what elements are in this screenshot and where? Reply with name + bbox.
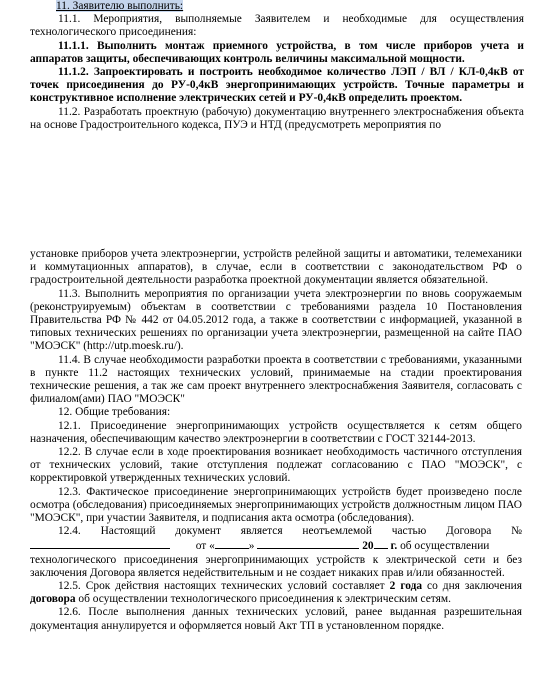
- year-suffix: г.: [390, 540, 398, 553]
- paragraph-12-4-line2: [30, 538, 522, 553]
- validity-period: 2 года: [389, 580, 423, 593]
- year-prefix: 20: [362, 540, 374, 553]
- paragraph-12-4-line1: [30, 525, 522, 538]
- validity-text-c: со дня заключения: [422, 580, 522, 593]
- section-heading: [30, 0, 524, 13]
- section-heading-text: 11. Заявителю выполнить:: [56, 0, 184, 12]
- contract-subject-start: об осуществлении: [400, 540, 490, 553]
- paragraph-11-2-continued: установке приборов учета электроэнергии, устройств релейной защиты и автоматики, телемеханики и коммутационных аппаратов), в случае, если в соответствии с законодательством РФ о градостроительной деятельности разработка проектной документации является обязательной.: [30, 248, 522, 287]
- paragraph-12: 12. Общие требования:: [58, 406, 171, 419]
- paragraph-11-1: 11.1. Мероприятия, выполняемые Заявителем и необходимые для осуществления технологического присоединения:: [30, 13, 524, 39]
- paragraph-12-5: [30, 580, 522, 606]
- contract-reference-text: 12.4. Настоящий документ является неотъемлемой частью Договора №: [58, 525, 522, 538]
- paragraph-12-1: 12.1. Присоединение энергопринимающих устройств осуществляется к сетям общего назначения, обеспечивающим качество электроэнергии в соответствии с ГОСТ 32144-2013.: [30, 419, 522, 445]
- day-blank[interactable]: [215, 538, 249, 549]
- validity-text-a: 12.5. Срок действия настоящих технических условий составляет: [58, 580, 390, 593]
- contract-number-blank[interactable]: [30, 538, 170, 549]
- paragraph-11-1-1: 11.1.1. Выполнить монтаж приемного устройства, в том числе приборов учета и аппаратов защиты, обеспечивающих контроль величины максимальной мощности.: [30, 39, 524, 65]
- paragraph-12-6: 12.6. После выполнения данных технических условий, ранее выданная разрешительная документация аннулируется и оформляется новый Акт ТП в установленном порядке.: [30, 606, 522, 632]
- date-from-label: от «: [195, 540, 215, 553]
- paragraph-11-3: 11.3. Выполнить мероприятия по организации учета электроэнергии по вновь сооружаемым (реконструируемым) объектам в соответствии с требованиями раздела 10 Постановления Правительства РФ № 442 от 04.05.2012 года, а также в соответствии с информацией, указанной в типовых технических решениях по организации учета электроэнергии, размещенной на сайте ПАО "МОЭСК" (http://utp.moesk.ru/).: [30, 287, 522, 353]
- month-blank[interactable]: [257, 538, 359, 549]
- validity-contract-word: договора: [30, 593, 76, 606]
- paragraph-12-4-rest: технологического присоединения энергопринимающих устройств к электрической сети и без заключения Договора является недействительным и не создает никаких прав и/или обязанностей.: [30, 553, 522, 579]
- paragraph-11-1-2: 11.1.2. Запроектировать и построить необходимое количество ЛЭП / ВЛ / КЛ-0,4кВ от точек присоединения до РУ-0,4кВ энергопринимающих устройств. Точные параметры и конструктивное исполнение электрических сетей и РУ-0,4кВ определить проектом.: [30, 66, 524, 105]
- paragraph-12-2: 12.2. В случае если в ходе проектирования возникает необходимость частичного отступления от технических условий, такие отступления подлежат согласованию с ПАО "МОЭСК", с корректировкой утвержденных технических условий.: [30, 446, 522, 485]
- year-blank[interactable]: [374, 538, 388, 549]
- page-bottom-fragment: [0, 248, 540, 633]
- paragraph-11-2: 11.2. Разработать проектную (рабочую) документацию внутреннего электроснабжения объекта на основе Градостроительного кодекса, ПУЭ и НТД (предусмотреть мероприятия по: [30, 105, 524, 131]
- page-top-fragment: [0, 0, 540, 132]
- close-quote: »: [248, 540, 255, 553]
- validity-text-e: об осуществлении технологического присоединения к электрическим сетям.: [75, 593, 451, 606]
- paragraph-12-3: 12.3. Фактическое присоединение энергопринимающих устройств будет произведено после осмотра (обследования) присоединяемых энергопринимающих устройств должностным лицом ПАО "МОЭСК", при участии Заявителя, и подписания акта осмотра (обследования).: [30, 485, 522, 525]
- paragraph-11-4: 11.4. В случае необходимости разработки проекта в соответствии с требованиями, указанными в пункте 11.2 настоящих технических условий, принимаемые на стадии проектирования технические решения, а так же сам проект внутреннего электроснабжения Заявителя, согласовать с филиалом(ами) ПАО "МОЭСК": [30, 353, 522, 406]
